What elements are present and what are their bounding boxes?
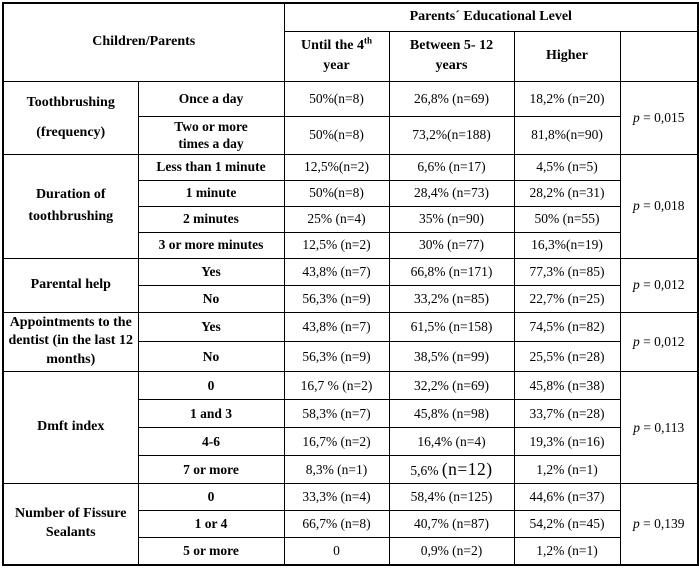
p-variable: p — [633, 198, 640, 214]
row-label-cell: 7 or more — [138, 456, 284, 484]
p-value-text: = 0,015 — [639, 109, 685, 125]
results-table — [2, 2, 699, 566]
data-cell: 26,8% (n=69) — [389, 81, 514, 116]
data-cell: 33,3% (n=4) — [284, 484, 389, 511]
data-cell: 4,5% (n=5) — [514, 154, 620, 180]
data-cell: 50%(n=8) — [284, 116, 389, 154]
p-value-cell — [620, 258, 698, 312]
group-header-parents-educational-level: Parents´ Educational Level — [284, 3, 698, 31]
data-cell: 66,8% (n=171) — [389, 258, 514, 285]
data-cell: 38,5% (n=99) — [389, 342, 514, 372]
data-cell: 8,3% (n=1) — [284, 456, 389, 484]
col-header-until-4th-year — [284, 31, 389, 81]
data-cell: 30% (n=77) — [389, 232, 514, 258]
row-label-cell — [138, 116, 284, 154]
category-cell-parental-help: Parental help — [3, 258, 138, 312]
p-value-text: = 0,012 — [639, 333, 685, 349]
data-cell: 50% (n=55) — [514, 206, 620, 232]
category-cell-toothbrushing-frequency: Toothbrushing (frequency) — [3, 81, 138, 154]
data-cell — [389, 456, 514, 484]
data-cell: 74,5% (n=82) — [514, 312, 620, 342]
col-header-between-5-12-years — [389, 31, 514, 81]
row-label-cell: 5 or more — [138, 538, 284, 565]
col-header-p-value-empty — [620, 31, 698, 81]
data-cell: 1,2% (n=1) — [514, 456, 620, 484]
data-cell: 58,3% (n=7) — [284, 400, 389, 428]
data-cell: 54,2% (n=45) — [514, 511, 620, 538]
row-label-cell: 3 or more minutes — [138, 232, 284, 258]
data-cell: 33,7% (n=28) — [514, 400, 620, 428]
data-cell: 56,3% (n=9) — [284, 342, 389, 372]
row-label-cell: 2 minutes — [138, 206, 284, 232]
data-cell: 25% (n=4) — [284, 206, 389, 232]
p-variable: p — [633, 333, 640, 349]
data-cell: 0,9% (n=2) — [389, 538, 514, 565]
category-cell-appointments-to-the-dentist: Appointments to the dentist (in the last 12 months) — [3, 312, 138, 372]
data-cell: 50%(n=8) — [284, 180, 389, 206]
data-cell: 6,6% (n=17) — [389, 154, 514, 180]
category-cell-number-of-fissure-sealants: Number of Fissure Sealants — [3, 484, 138, 565]
category-cell-dmft-index: Dmft index — [3, 372, 138, 484]
data-cell: 32,2% (n=69) — [389, 372, 514, 400]
row-label-text: Two or more times a day — [174, 118, 248, 152]
row-label-cell: Less than 1 minute — [138, 154, 284, 180]
col-header-text: Between 5- 12 — [409, 37, 494, 53]
row-label-cell: 0 — [138, 484, 284, 511]
row-label-cell: Yes — [138, 258, 284, 285]
corner-header-children-parents: Children/Parents — [3, 3, 284, 81]
data-cell: 28,2% (n=31) — [514, 180, 620, 206]
data-cell: 35% (n=90) — [389, 206, 514, 232]
p-value-text: = 0,012 — [639, 277, 685, 293]
data-cell: 12,5% (n=2) — [284, 232, 389, 258]
row-label-cell: Yes — [138, 312, 284, 342]
row-label-cell: 1 or 4 — [138, 511, 284, 538]
row-label-cell: No — [138, 285, 284, 312]
data-cell: 81,8%(n=90) — [514, 116, 620, 154]
col-header-text: Until the 4 — [300, 37, 364, 53]
p-value-cell — [620, 154, 698, 258]
data-cell: 77,3% (n=85) — [514, 258, 620, 285]
row-label-cell: 1 and 3 — [138, 400, 284, 428]
data-cell: 18,2% (n=20) — [514, 81, 620, 116]
data-cell: 50%(n=8) — [284, 81, 389, 116]
data-cell: 16,3%(n=19) — [514, 232, 620, 258]
p-variable: p — [633, 419, 641, 435]
data-cell: 56,3% (n=9) — [284, 285, 389, 312]
p-value-text: = 0,139 — [639, 516, 685, 532]
p-variable: p — [633, 109, 640, 125]
p-value-text: = 0,018 — [639, 198, 685, 214]
data-cell: 44,6% (n=37) — [514, 484, 620, 511]
data-cell: 12,5%(n=2) — [284, 154, 389, 180]
data-cell: 43,8% (n=7) — [284, 258, 389, 285]
data-cell: 16,7% (n=2) — [284, 428, 389, 456]
p-variable: p — [633, 516, 640, 532]
p-value-cell — [620, 312, 698, 372]
col-header-higher: Higher — [514, 31, 620, 81]
data-cell: 1,2% (n=1) — [514, 538, 620, 565]
p-value-cell — [620, 81, 698, 154]
row-label-cell: 4-6 — [138, 428, 284, 456]
data-cell: 19,3% (n=16) — [514, 428, 620, 456]
data-cell: 16,4% (n=4) — [389, 428, 514, 456]
data-cell: 43,8% (n=7) — [284, 312, 389, 342]
p-value-text: = 0,113 — [640, 419, 685, 435]
col-header-text: years — [435, 58, 468, 73]
p-value-cell — [620, 484, 698, 565]
data-cell: 66,7% (n=8) — [284, 511, 389, 538]
category-cell-duration-of-toothbrushing: Duration of toothbrushing — [3, 154, 138, 258]
col-header-text: year — [323, 58, 350, 73]
data-cell: 33,2% (n=85) — [389, 285, 514, 312]
data-cell: 16,7 % (n=2) — [284, 372, 389, 400]
data-cell: 40,7% (n=87) — [389, 511, 514, 538]
row-label-cell: 0 — [138, 372, 284, 400]
data-cell-text: 5,6% — [410, 463, 442, 479]
p-value-cell — [620, 372, 698, 484]
data-cell: 22,7% (n=25) — [514, 285, 620, 312]
p-variable: p — [633, 277, 640, 293]
data-cell: 61,5% (n=158) — [389, 312, 514, 342]
data-cell: 45,8% (n=38) — [514, 372, 620, 400]
data-cell: 73,2%(n=188) — [389, 116, 514, 154]
data-cell-text-large-variant: (n=12) — [441, 459, 493, 480]
data-cell: 28,4% (n=73) — [389, 180, 514, 206]
row-label-cell: No — [138, 342, 284, 372]
data-cell: 0 — [284, 538, 389, 565]
row-label-cell: 1 minute — [138, 180, 284, 206]
data-cell: 58,4% (n=125) — [389, 484, 514, 511]
data-cell: 25,5% (n=28) — [514, 342, 620, 372]
data-cell: 45,8% (n=98) — [389, 400, 514, 428]
ordinal-superscript: th — [363, 35, 372, 46]
row-label-cell: Once a day — [138, 81, 284, 116]
